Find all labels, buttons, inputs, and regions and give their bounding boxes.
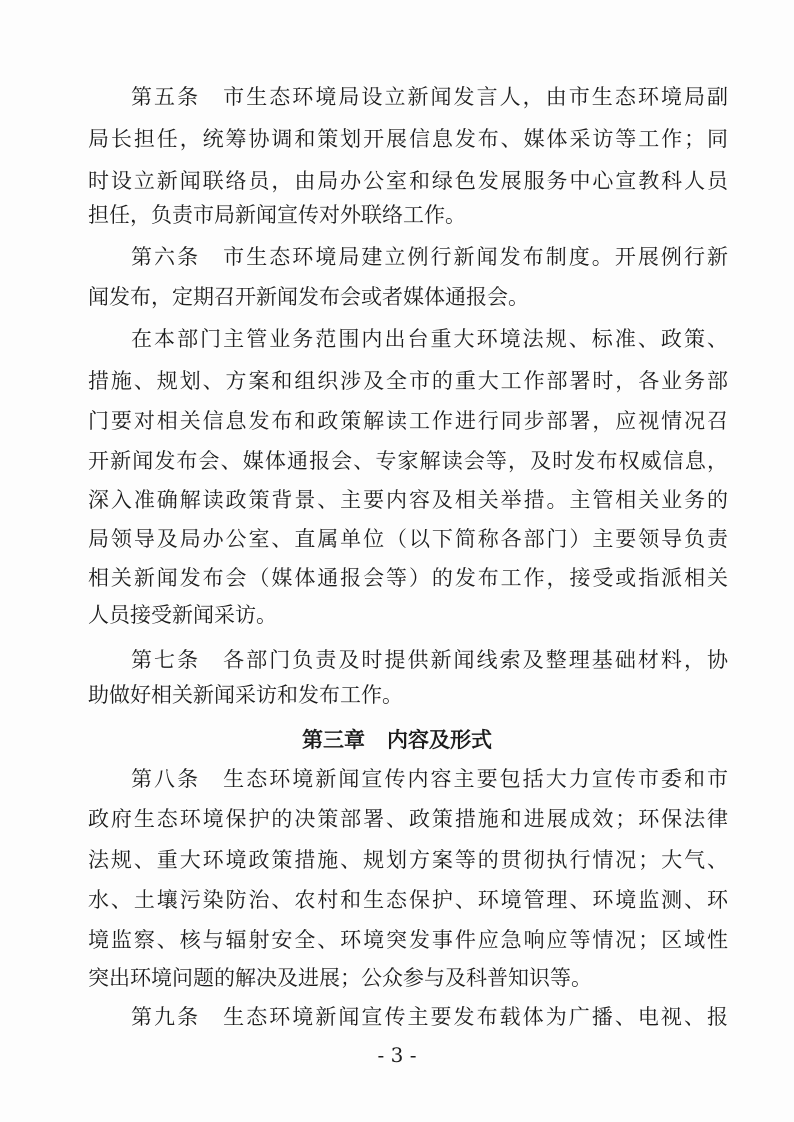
paragraph-line-2: 措施、规划、方案和组织涉及全市的重大工作部署时，各业务部 xyxy=(88,369,728,393)
article-8-line-5: 境监察、核与辐射安全、环境突发事件应急响应等情况；区域性 xyxy=(88,928,728,952)
page-number: - 3 - xyxy=(377,1043,417,1067)
article-8-line-4: 水、土壤污染防治、农村和生态保护、环境管理、环境监测、环 xyxy=(88,888,728,912)
article-8-line-2: 政府生态环境保护的决策部署、政策措施和进展成效；环保法律 xyxy=(88,807,728,831)
article-5-line-4: 担任，负责市局新闻宣传对外联络工作。 xyxy=(88,203,466,227)
paragraph-line-3: 门要对相关信息发布和政策解读工作进行同步部署，应视情况召 xyxy=(88,409,728,433)
article-5-line-2: 局长担任，统筹协调和策划开展信息发布、媒体采访等工作；同 xyxy=(88,127,728,151)
article-9-line-1: 第九条 生态环境新闻宣传主要发布载体为广播、电视、报 xyxy=(131,1005,728,1029)
article-6-line-2: 闻发布，定期召开新闻发布会或者媒体通报会。 xyxy=(88,285,529,309)
chapter-heading xyxy=(0,718,794,762)
paragraph-line-5: 深入准确解读政策背景、主要内容及相关举措。主管相关业务的 xyxy=(88,488,728,512)
paragraph-line-6: 局领导及局办公室、直属单位（以下简称各部门）主要领导负责 xyxy=(88,527,728,551)
article-7-line-2: 助做好相关新闻采访和发布工作。 xyxy=(88,683,403,707)
article-5-line-3: 时设立新闻联络员，由局办公室和绿色发展服务中心宣教科人员 xyxy=(88,169,728,193)
article-8-line-1: 第八条 生态环境新闻宣传内容主要包括大力宣传市委和市 xyxy=(131,767,728,791)
paragraph-line-7: 相关新闻发布会（媒体通报会等）的发布工作，接受或指派相关 xyxy=(88,566,728,590)
article-8-line-6: 突出环境问题的解决及进展；公众参与及科普知识等。 xyxy=(88,966,592,990)
paragraph-line-1: 在本部门主管业务范围内出台重大环境法规、标准、政策、 xyxy=(131,327,728,351)
article-6-line-1: 第六条 市生态环境局建立例行新闻发布制度。开展例行新 xyxy=(131,245,728,269)
article-7-line-1: 第七条 各部门负责及时提供新闻线索及整理基础材料，协 xyxy=(131,648,728,672)
chapter-title: 内容及形式 xyxy=(387,728,492,752)
chapter-number: 第三章 xyxy=(302,728,365,752)
article-5-line-1: 第五条 市生态环境局设立新闻发言人，由市生态环境局副 xyxy=(131,85,728,109)
article-8-line-3: 法规、重大环境政策措施、规划方案等的贯彻执行情况；大气、 xyxy=(88,848,728,872)
paragraph-line-8: 人员接受新闻采访。 xyxy=(88,603,277,627)
paragraph-line-4: 开新闻发布会、媒体通报会、专家解读会等，及时发布权威信息， xyxy=(88,449,728,473)
